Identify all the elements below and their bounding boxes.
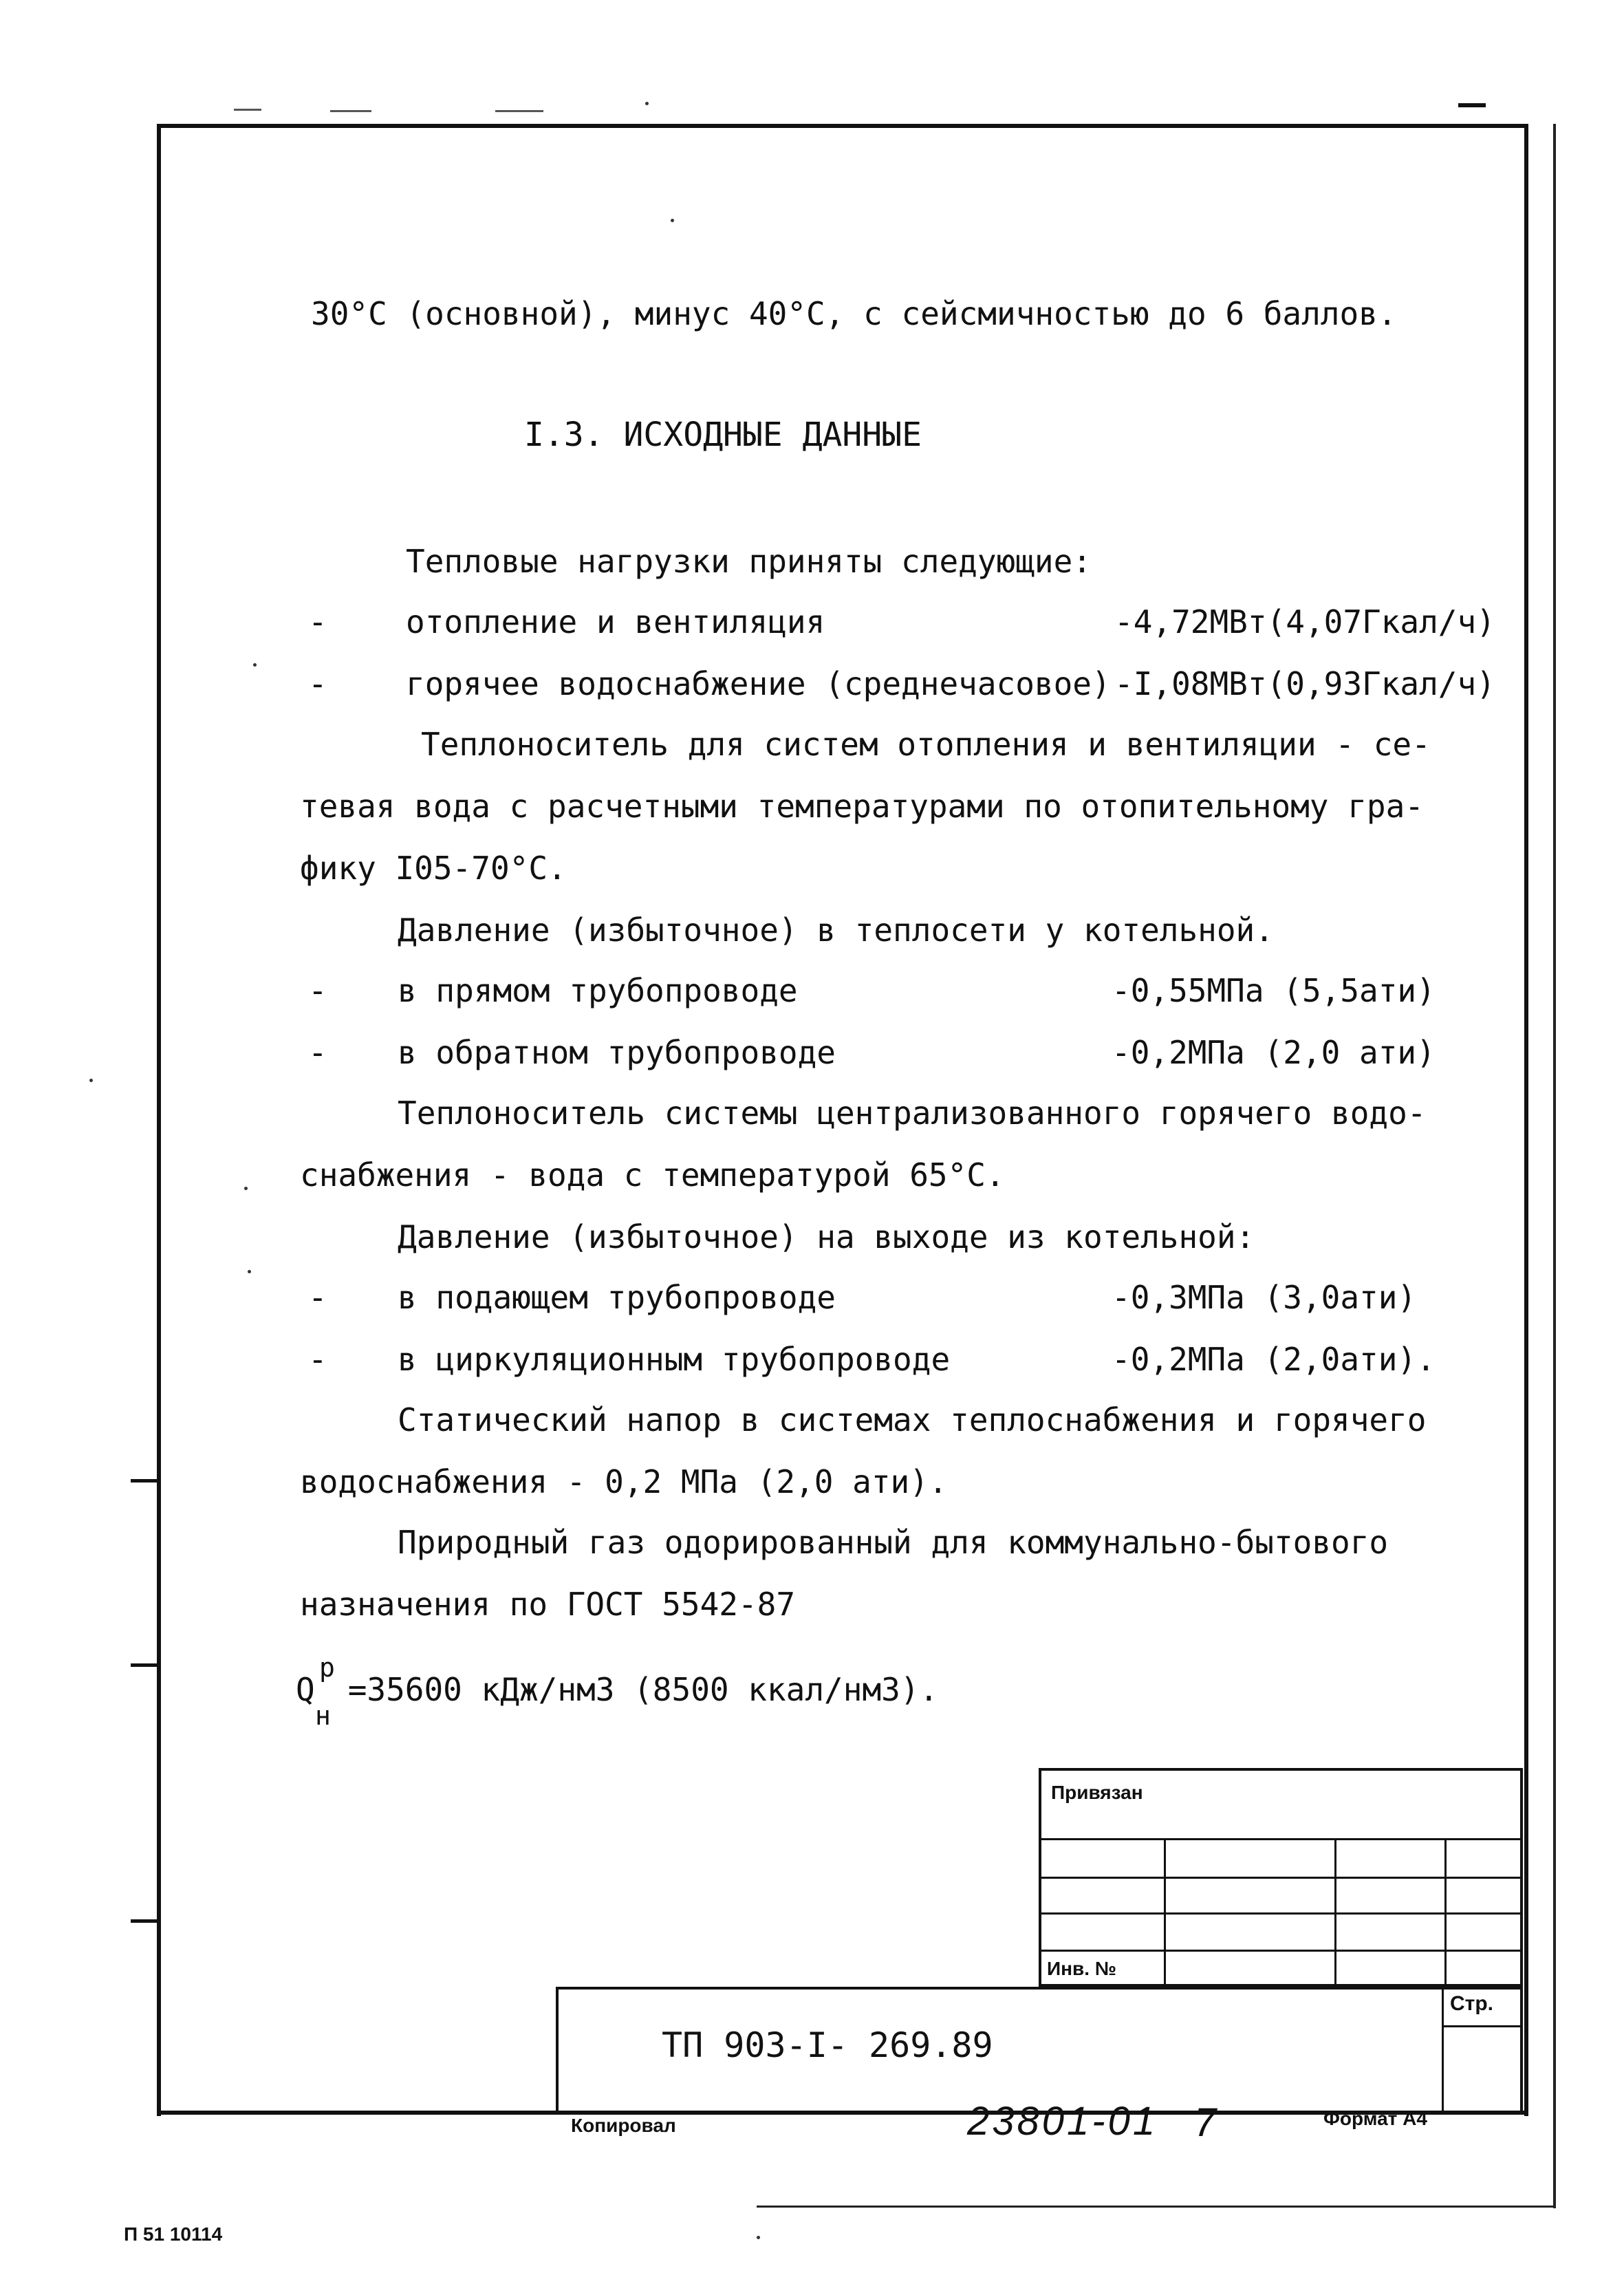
bullet: -: [308, 1279, 327, 1316]
table-line: [1039, 1877, 1523, 1879]
bullet: -: [308, 603, 327, 640]
handwritten-page-number: 7: [1194, 2100, 1217, 2145]
pressure-outlet-intro: Давление (избыточное) на выходе из котельной:: [398, 1218, 1255, 1255]
page-label: Стр.: [1450, 1992, 1494, 2015]
carrier-paragraph: Теплоноситель для систем отопления и вентиляции - се-: [421, 726, 1431, 763]
copied-by-label: Копировал: [571, 2115, 676, 2136]
pressure-label: в циркуляционным трубопроводе: [398, 1341, 951, 1378]
bullet: -: [308, 1341, 327, 1378]
pressure-value: -0,2МПа (2,0ати).: [1112, 1341, 1436, 1378]
outer-bottom-line: [757, 2206, 1556, 2208]
scan-dot: [671, 219, 674, 222]
heat-load-label: горячее водоснабжение (среднечасовое): [406, 665, 1111, 702]
pressure-label: в прямом трубопроводе: [398, 972, 798, 1009]
pressure-network-intro: Давление (избыточное) в теплосети у котельной.: [398, 912, 1274, 949]
static-head-paragraph: Статический напор в системах теплоснабжения и горячего: [398, 1401, 1427, 1438]
pressure-label: в подающем трубопроводе: [398, 1279, 836, 1316]
scan-dot: [244, 1187, 248, 1190]
carrier-paragraph: тевая вода с расчетными температурами по отопительному гра-: [300, 788, 1424, 825]
margin-tick: [131, 1663, 157, 1667]
scan-dot: [248, 1270, 251, 1273]
document-code: ТП 903-I- 269.89: [662, 2025, 993, 2065]
climate-line: 30°C (основной), минус 40°С, с сейсмичностью до 6 баллов.: [311, 295, 1397, 332]
q-value: =35600 кДж/нм3 (8500 ккал/нм3).: [329, 1671, 939, 1708]
scan-dot: [89, 1079, 93, 1082]
table-line: [1039, 1912, 1523, 1915]
pressure-value: -0,55МПа (5,5ати): [1112, 972, 1436, 1009]
handwritten-number: 23801-01: [967, 2099, 1158, 2144]
pressure-value: -0,3МПа (3,0ати): [1112, 1279, 1417, 1316]
scan-mark: [1458, 103, 1486, 107]
table-line: [1164, 1838, 1166, 1987]
bullet: -: [308, 1034, 327, 1071]
gas-paragraph: Природный газ одорированный для коммунально-бытового: [398, 1524, 1389, 1561]
carrier-paragraph: фику I05-70°С.: [300, 850, 567, 887]
margin-tick: [131, 1479, 157, 1482]
table-line: [1334, 1838, 1336, 1987]
scan-mark: [330, 110, 371, 112]
heat-load-label: отопление и вентиляция: [406, 603, 825, 640]
bullet: -: [308, 972, 327, 1009]
table-line: [1039, 1838, 1523, 1840]
hot-water-paragraph: снабжения - вода с температурой 65°С.: [300, 1156, 1005, 1194]
outer-right-line: [1553, 124, 1556, 2208]
heat-load-value: -4,72МВт(4,07Гкал/ч): [1114, 603, 1495, 640]
inventory-number-label: Инв. №: [1047, 1958, 1117, 1979]
scan-mark: [234, 109, 261, 111]
pressure-label: в обратном трубопроводе: [398, 1034, 836, 1071]
archive-code: П 51 10114: [124, 2223, 223, 2245]
heat-load-value: -I,08МВт(0,93Гкал/ч): [1114, 665, 1495, 702]
pressure-value: -0,2МПа (2,0 ати): [1112, 1034, 1436, 1071]
title-block-divider: [1442, 2025, 1523, 2027]
scan-mark: [495, 110, 543, 112]
scan-dot: [253, 663, 257, 667]
hot-water-paragraph: Теплоноситель системы централизованного горячего водо-: [398, 1095, 1427, 1132]
scan-dot: [757, 2236, 760, 2239]
q-symbol: Q: [296, 1671, 315, 1708]
title-block-divider: [1442, 1987, 1444, 2113]
margin-tick: [131, 1919, 157, 1923]
bullet: -: [308, 665, 327, 702]
table-line: [1444, 1838, 1447, 1987]
q-subscript: н: [315, 1701, 331, 1731]
static-head-paragraph: водоснабжения - 0,2 МПа (2,0 ати).: [300, 1463, 948, 1500]
table-line: [1039, 1950, 1523, 1952]
heat-loads-intro: Тепловые нагрузки приняты следующие:: [406, 543, 1092, 580]
scan-dot: [645, 102, 649, 105]
gas-paragraph: назначения по ГОСТ 5542-87: [300, 1586, 796, 1623]
format-label: Формат А4: [1323, 2108, 1427, 2129]
binding-label: Привязан: [1051, 1782, 1143, 1803]
section-heading: I.3. ИСХОДНЫЕ ДАННЫЕ: [524, 416, 922, 454]
q-superscript: р: [319, 1652, 335, 1683]
